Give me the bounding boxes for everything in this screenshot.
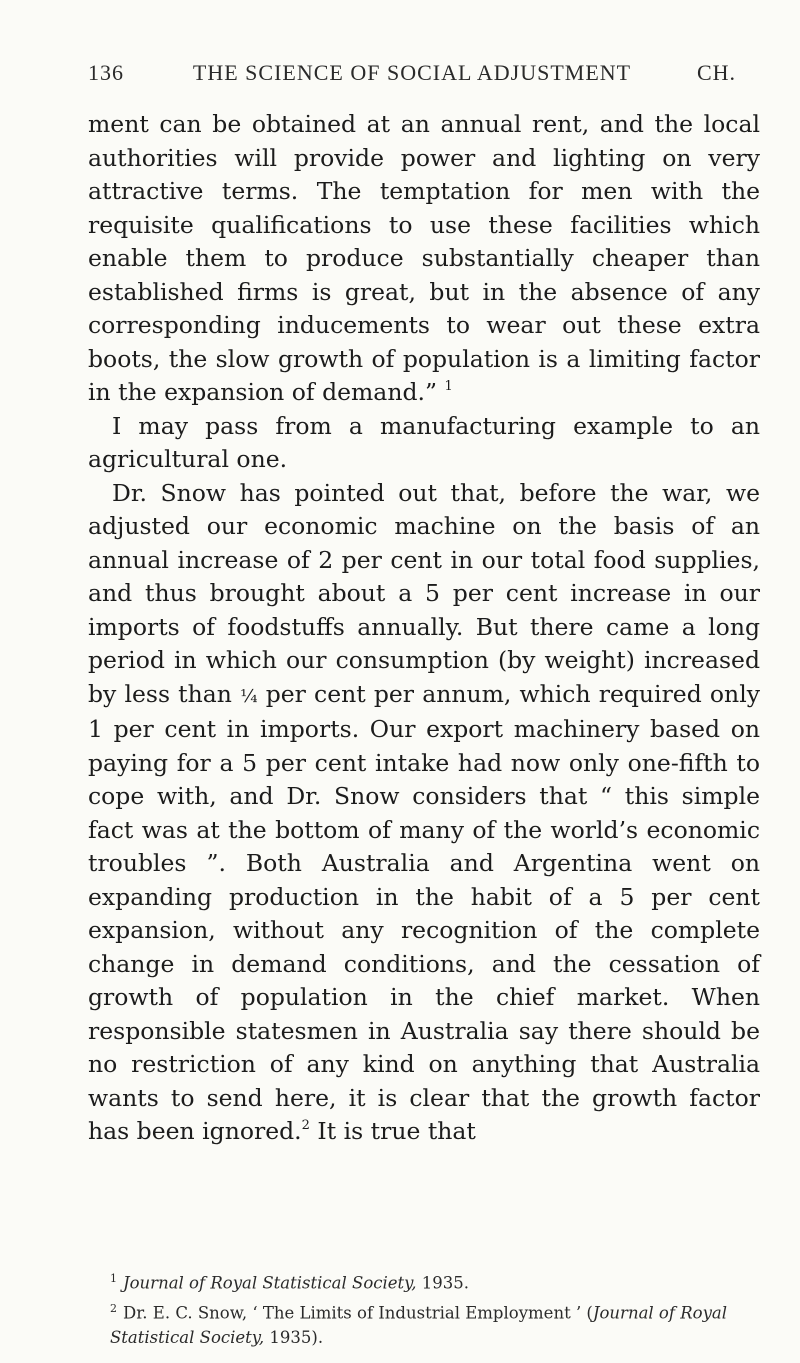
footnote-2-source: Journal of Royal Statistical Society, <box>110 1303 728 1347</box>
fraction-quarter: ¼ <box>240 685 258 707</box>
running-head <box>88 60 736 96</box>
footnote-1-year: 1935. <box>416 1273 470 1293</box>
paragraph-3-text-b: per cent per annum, which required only 1 per cent in imports. Our export machinery based on paying for a 5 per cent intake had now only one-fifth to cope with, and Dr. Snow considers that “ this simple fact was at the bottom of many of the world’s economic troubles ”. Both Australia and Argentina went on expanding production in the habit of a 5 per cent expansion, without any recognition of the complete change in demand conditions, and the cessation of growth of population in the chief market. When responsible statesmen in Australia say there should be no restriction of any kind on anything that Australia wants to send here, it is clear that the growth factor has been ignored. <box>88 679 760 1145</box>
footnote-2-tail: 1935). <box>264 1328 324 1347</box>
paragraph-3-text-a: Dr. Snow has pointed out that, before the war, we adjusted our economic machine on the basis of an annual increase of 2 per cent in our total food supplies, and thus brought about a 5 per cent increase in our imports of foodstuffs annually. But there came a long period in which our consumption (by weight) increased by less than <box>88 478 760 708</box>
paragraph-3-text-c: It is true that <box>317 1117 476 1145</box>
footnote-2-text: Dr. E. C. Snow, ‘ The Limits of Industrial Employment ’ ( <box>123 1303 593 1322</box>
running-title: THE SCIENCE OF SOCIAL ADJUSTMENT <box>192 60 632 85</box>
paragraph-continuation <box>88 108 760 410</box>
chapter-abbrev: CH. <box>696 60 736 85</box>
footnote-ref-1: 1 <box>444 379 453 394</box>
footnote-1-source: Journal of Royal Statistical Society, <box>123 1273 417 1293</box>
paragraph-1-text: ment can be obtained at an annual rent, and the local authorities will provide power and lighting on very attractive terms. The temptation for men with the requisite qualifications to use these facilities which enable them to produce substantially cheaper than established firms is great, but in the absence of any corresponding inducements to wear out these extra boots, the slow growth of population is a limiting factor in the expansion of demand.” <box>88 110 760 406</box>
footnote-2 <box>110 1296 760 1351</box>
body-text <box>88 108 760 1149</box>
footnote-ref-2: 2 <box>301 1118 310 1133</box>
footnote-mark-1: 1 <box>110 1272 117 1285</box>
footnote-1 <box>110 1266 760 1296</box>
footnote-mark-2: 2 <box>110 1301 117 1315</box>
paragraph-transition: I may pass from a manufacturing example to an agricultural one. <box>88 411 760 473</box>
paragraph-snow <box>88 477 760 1149</box>
footnotes <box>110 1266 760 1350</box>
page-number: 136 <box>88 60 124 85</box>
